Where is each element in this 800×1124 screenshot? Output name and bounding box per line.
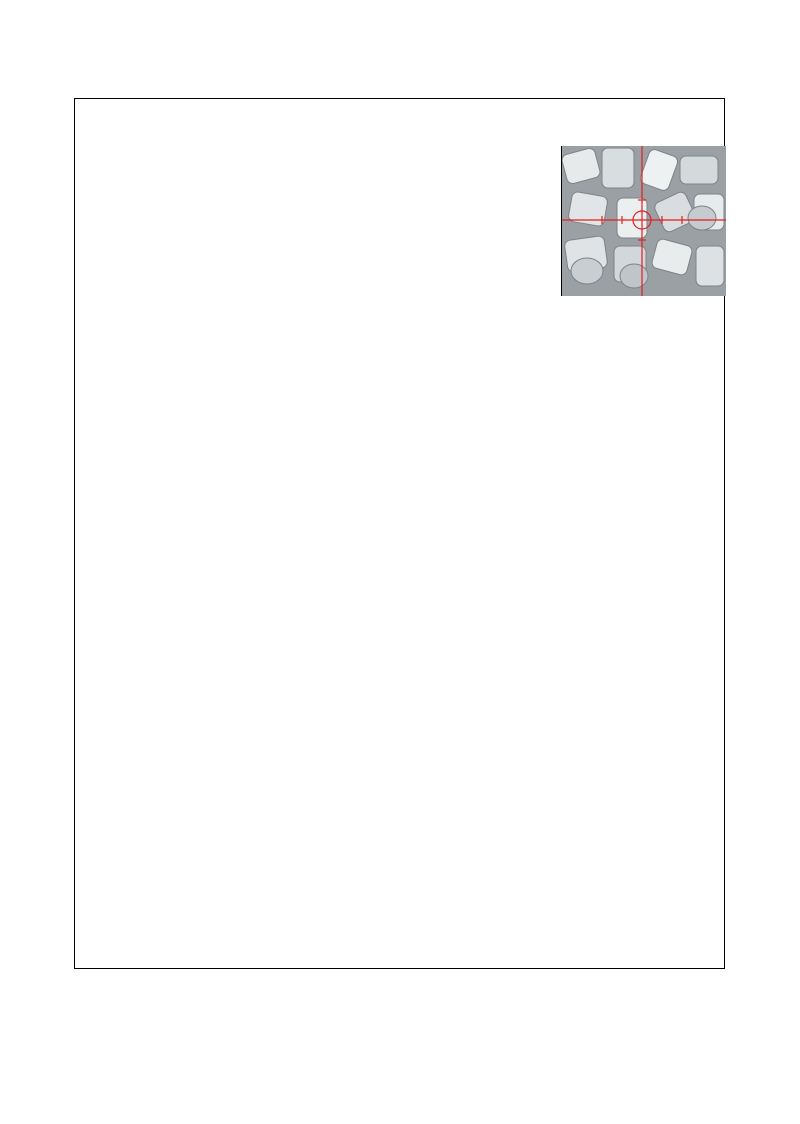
sample-photo	[561, 146, 726, 296]
spectrum-label	[74, 563, 196, 711]
main-spectrum-chart	[196, 563, 725, 711]
